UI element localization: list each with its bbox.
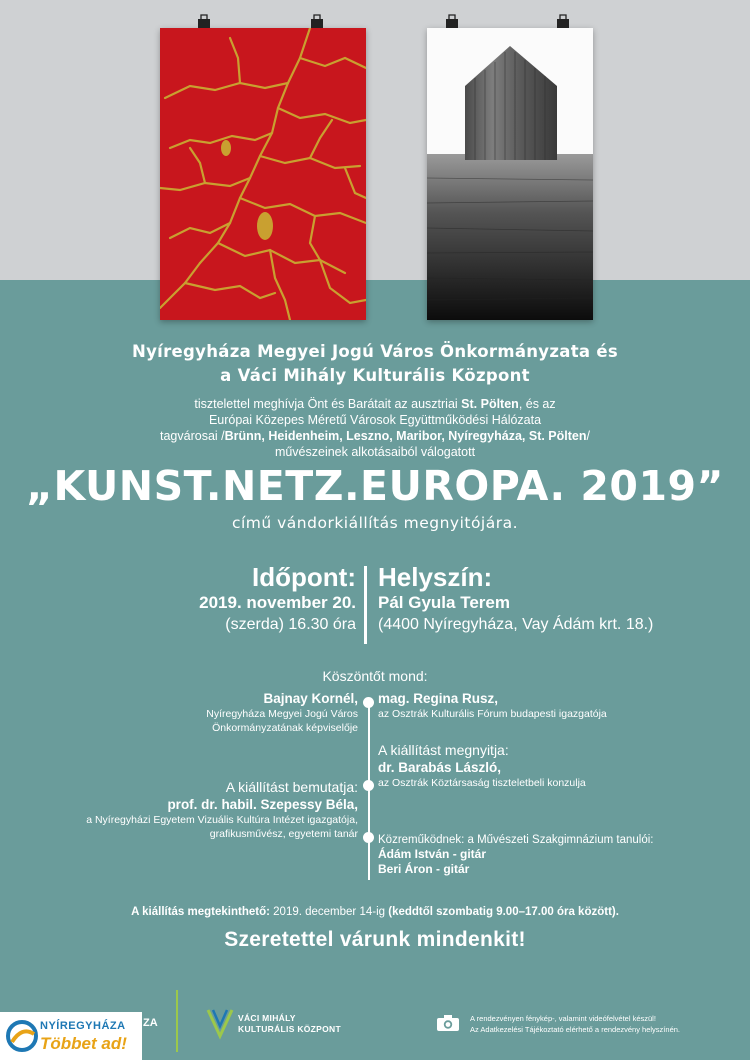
speaker-role: Nyíregyháza Megyei Jogú Város bbox=[206, 708, 358, 720]
house-on-water-painting bbox=[427, 28, 593, 320]
vmk-line-1: VÁCI MIHÁLY bbox=[238, 1013, 296, 1023]
logo-fragment-text: ZA bbox=[143, 1017, 158, 1029]
intro-text: tagvárosai / bbox=[160, 429, 225, 443]
intro-text: Európai Közepes Méretű Városok Együttműködési Hálózata bbox=[208, 413, 542, 427]
venue-name: Pál Gyula Terem bbox=[378, 593, 510, 612]
venue-address: (4400 Nyíregyháza, Vay Ádám krt. 18.) bbox=[378, 616, 654, 633]
performer-name: Ádám István - gitár bbox=[378, 847, 487, 861]
timeline-dot bbox=[363, 780, 374, 791]
intro-text: , és az bbox=[518, 397, 556, 411]
exhibition-title: „KUNST.NETZ.EUROPA. 2019” bbox=[26, 462, 724, 510]
notice-line-1: A rendezvényen fénykép-, valamint videófelvétel készül! bbox=[470, 1014, 656, 1023]
vmk-line-2: KULTURÁLIS KÖZPONT bbox=[238, 1024, 341, 1034]
opening-label: A kiállítást megnyitja: bbox=[378, 742, 509, 758]
presenter-role: grafikusművész, egyetemi tanár bbox=[209, 828, 358, 840]
visiting-hours bbox=[0, 906, 750, 918]
opener bbox=[378, 742, 586, 790]
presenter bbox=[86, 779, 358, 841]
performers bbox=[378, 833, 654, 877]
visit-date: 2019. december 14-ig bbox=[269, 906, 389, 918]
timeline-dot bbox=[363, 697, 374, 708]
time-label: Időpont: bbox=[252, 562, 356, 592]
visit-label: A kiállítás megtekinthető: bbox=[131, 906, 270, 918]
intro-text: / bbox=[586, 429, 590, 443]
intro-text: tisztelettel meghívja Önt és Barátait az ausztriai bbox=[194, 397, 462, 411]
intro-bold: St. Pölten bbox=[461, 397, 519, 411]
photo-notice bbox=[470, 1013, 680, 1035]
presenter-role: a Nyíregyházi Egyetem Vizuális Kultúra Intézet igazgatója, bbox=[86, 814, 358, 826]
organizer-line-2: a Váci Mihály Kulturális Központ bbox=[220, 366, 530, 385]
welcome-message: Szeretettel várunk mindenkit! bbox=[224, 928, 526, 951]
gold-crack-pattern bbox=[160, 28, 366, 320]
opener-role: az Osztrák Köztársaság tiszteletbeli konzulja bbox=[378, 777, 586, 789]
timeline-line bbox=[368, 702, 370, 880]
city-emblem-icon bbox=[4, 1016, 40, 1056]
organizer-line-1: Nyíregyháza Megyei Jogú Város Önkormányzata és bbox=[132, 342, 618, 361]
presenting-label: A kiállítást bemutatja: bbox=[225, 779, 358, 795]
speaker-name: mag. Regina Rusz, bbox=[378, 691, 499, 706]
speaker-1 bbox=[206, 690, 358, 735]
red-painting bbox=[160, 28, 366, 320]
event-hour: (szerda) 16.30 óra bbox=[225, 616, 356, 633]
hanging-clip-icon bbox=[197, 14, 211, 28]
vmk-logo-icon bbox=[205, 1006, 235, 1042]
speaker-name: Bajnay Kornél, bbox=[263, 691, 358, 706]
intro-text: művészeinek alkotásaiból válogatott bbox=[274, 445, 476, 459]
event-date: 2019. november 20. bbox=[199, 593, 356, 612]
vmk-logo-text bbox=[238, 1013, 341, 1035]
hanging-clip-icon bbox=[445, 14, 459, 28]
footer-divider bbox=[176, 990, 178, 1052]
performers-label: Közreműködnek: a Művészeti Szakgimnázium tanulói: bbox=[378, 834, 654, 846]
house-photo bbox=[427, 28, 593, 320]
event-place bbox=[378, 562, 653, 636]
hanging-clip-icon bbox=[310, 14, 324, 28]
nyiregyhaza-logo bbox=[0, 1012, 142, 1060]
speaker-role: az Osztrák Kulturális Fórum budapesti igazgatója bbox=[378, 708, 607, 720]
event-time bbox=[199, 562, 356, 636]
opener-name: dr. Barabás László, bbox=[378, 760, 502, 775]
hanging-clip-icon bbox=[556, 14, 570, 28]
visit-hours: (keddtől szombatig 9.00–17.00 óra között). bbox=[388, 906, 619, 918]
performer-name: Beri Áron - gitár bbox=[378, 862, 470, 876]
divider-line bbox=[364, 566, 367, 644]
organizers bbox=[0, 340, 750, 388]
logo-slogan: Többet ad! bbox=[40, 1034, 127, 1053]
timeline-dot bbox=[363, 832, 374, 843]
notice-line-2: Az Adatkezelési Tájékoztató elérhető a rendezvény helyszínén. bbox=[470, 1025, 680, 1034]
gallery-wall bbox=[0, 0, 750, 280]
speaker-2 bbox=[378, 690, 607, 721]
greeting-label: Köszöntőt mond: bbox=[322, 668, 428, 684]
presenter-name: prof. dr. habil. Szepessy Béla, bbox=[167, 797, 358, 812]
exhibition-subtitle: című vándorkiállítás megnyitójára. bbox=[231, 514, 519, 532]
speaker-role: Önkormányzatának képviselője bbox=[212, 722, 358, 734]
invitation-text bbox=[0, 396, 750, 460]
camera-icon bbox=[436, 1014, 460, 1032]
place-label: Helyszín: bbox=[378, 562, 493, 592]
logo-city-name: NYÍREGYHÁZA bbox=[40, 1020, 126, 1032]
member-cities: Brünn, Heidenheim, Leszno, Maribor, Nyíregyháza, St. Pölten bbox=[224, 429, 587, 443]
